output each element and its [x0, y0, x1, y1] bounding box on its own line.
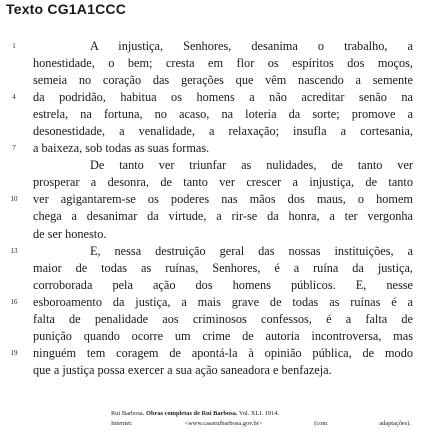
- text-line: prosperar a desonra, de tanto ver crescer a injustiça, de tanto: [33, 175, 413, 190]
- text-line: semeia no coração das gerações que vêm nascendo a semente: [33, 73, 413, 88]
- text-line: desonestidade, a venalidade, a relaxação; insufla a cortesania,: [33, 124, 413, 139]
- source-note: (com adaptações).: [314, 420, 411, 427]
- text-line: ninguém tem coragem de apontá-la à opinião pública, de modo: [33, 345, 413, 360]
- source-volume: Vol. XLI. 1914.: [238, 410, 280, 417]
- line-number: 1: [12, 42, 16, 50]
- text-line: ver agigantarem-se os poderes nas mãos dos maus, o homem: [33, 192, 413, 207]
- text-line: punição quando ocorre um crime de autoria incontroversa, mas: [33, 328, 413, 343]
- text-line: esboroamento da justiça, a mais grave de todas as ruínas é a: [33, 294, 413, 309]
- text-line: que a justiça possa exercer a sua ação saneadora e benfazeja.: [33, 362, 332, 377]
- text-line: De tanto ver triunfar as nulidades, de tanto ver: [90, 158, 413, 173]
- text-line: corroborada pela ação dos homens públicos. E, nesse: [33, 277, 413, 292]
- line-number: 13: [10, 246, 18, 255]
- text-line: de ser honesto.: [33, 226, 107, 241]
- source-work: Obras completas de Rui Barbosa.: [145, 410, 238, 417]
- text-line: A injustiça, Senhores, desanima o trabalho, a: [90, 39, 413, 53]
- source-url[interactable]: <www.casaruibarbosa.gov.br>: [184, 420, 263, 427]
- text-body: [0, 38, 425, 379]
- text-title: Texto CG1A1CCC: [6, 1, 127, 17]
- line-number: 10: [10, 195, 18, 204]
- text-line: a baixeza, sob todas as suas formas.: [33, 141, 210, 156]
- text-line: honestidade, o bem; cresta em flor os espíritos dos moços,: [33, 56, 413, 71]
- text-line: estrela, na fortuna, no acaso, na loteria da sorte; promove a: [33, 107, 413, 122]
- source-author: Rui Barbosa.: [111, 410, 145, 417]
- text-line: E, nessa destruição geral das nossas instituições, a: [90, 243, 413, 258]
- source-internet-label: Internet:: [111, 420, 133, 427]
- text-line: maior de todas as ruínas, Senhores, é a ruína da justiça,: [33, 260, 413, 275]
- text-line: falta de penalidade aos criminosos confessos, é a falta de: [33, 311, 413, 326]
- text-line: da podridão, habitua os homens a não acreditar senão na: [33, 90, 413, 105]
- text-line: chega a desanimar da virtude, a rir-se da honra, a ter vergonha: [33, 209, 413, 224]
- source-citation: [111, 409, 411, 429]
- line-number: 7: [12, 144, 16, 153]
- line-number: 16: [10, 297, 18, 306]
- line-number: 19: [10, 348, 18, 357]
- line-number: 4: [12, 93, 16, 102]
